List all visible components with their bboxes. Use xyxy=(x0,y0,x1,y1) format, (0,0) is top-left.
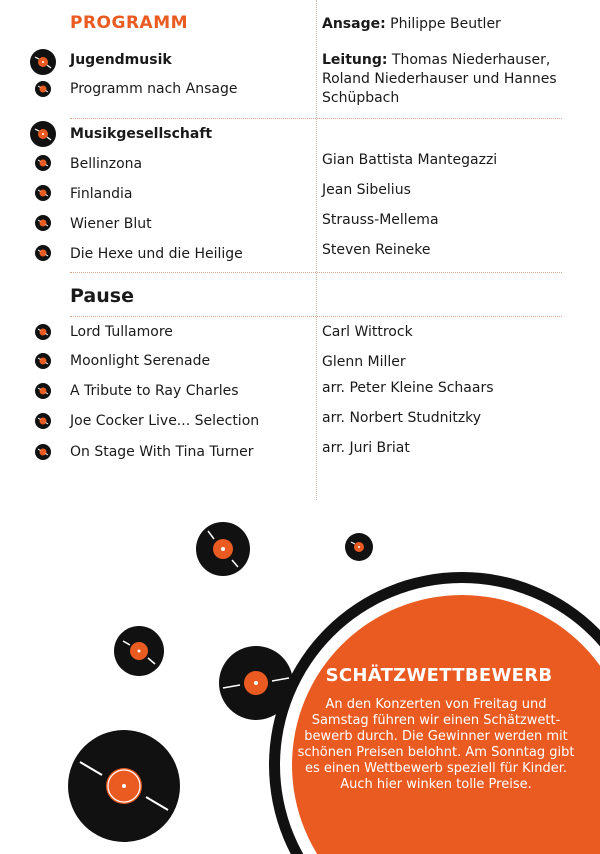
list-item-title: Joe Cocker Live... Selection xyxy=(70,413,260,429)
vinyl-record-icon xyxy=(35,215,51,231)
contest-text-line: es einen Wettbewerb speziell für Kinder. xyxy=(304,761,568,776)
vinyl-record-icon xyxy=(35,353,51,369)
list-item-title: A Tribute to Ray Charles xyxy=(70,383,239,399)
contest-text-line: An den Konzerten von Freitag und xyxy=(325,697,547,712)
list-item-composer: Gian Battista Mantegazzi xyxy=(322,152,498,168)
vinyl-record-icon xyxy=(35,81,51,97)
section-heading-jugendmusik: Jugendmusik xyxy=(70,52,172,68)
vinyl-record-icon xyxy=(30,49,56,75)
vinyl-record-icon xyxy=(30,121,56,147)
vinyl-record-icon xyxy=(35,324,51,340)
list-item-composer: arr. Peter Kleine Schaars xyxy=(322,380,494,396)
vinyl-record-icon xyxy=(35,245,51,261)
list-item-composer: Carl Wittrock xyxy=(322,324,413,340)
vinyl-record-icon xyxy=(35,413,51,429)
list-item-title: Die Hexe und die Heilige xyxy=(70,246,243,262)
column-divider xyxy=(316,0,317,500)
vinyl-record-icon xyxy=(35,444,51,460)
section-divider xyxy=(70,316,562,317)
list-item-title: Lord Tullamore xyxy=(70,324,173,340)
announcement-value: Philippe Beutler xyxy=(390,16,501,32)
program-title: PROGRAMM xyxy=(70,13,189,33)
contest-text-line: bewerb durch. Die Gewinner werden mit xyxy=(304,729,568,744)
announcement xyxy=(322,16,501,32)
leadership xyxy=(322,51,562,108)
section-divider xyxy=(70,272,562,273)
contest-text-line: schönen Preisen belohnt. Am Sonntag gibt xyxy=(297,745,575,760)
vinyl-record-icon xyxy=(35,155,51,171)
list-item-composer: Glenn Miller xyxy=(322,354,406,370)
list-item-composer: Strauss-Mellema xyxy=(322,212,439,228)
list-item-composer: arr. Norbert Studnitzky xyxy=(322,410,482,426)
list-item-title: Programm nach Ansage xyxy=(70,81,238,97)
vinyl-record-icon xyxy=(35,383,51,399)
announcement-label: Ansage: xyxy=(322,16,386,32)
vinyl-record-icon xyxy=(35,185,51,201)
list-item-title: Wiener Blut xyxy=(70,216,152,232)
list-item-composer: Steven Reineke xyxy=(322,242,431,258)
list-item-title: Bellinzona xyxy=(70,156,143,172)
contest-text xyxy=(286,697,586,793)
section-divider xyxy=(70,118,562,119)
leadership-label: Leitung: xyxy=(322,52,388,68)
list-item-title: Finlandia xyxy=(70,186,133,202)
list-item-title: On Stage With Tina Turner xyxy=(70,444,254,460)
contest-text-line: Samstag führen wir einen Schätzwett- xyxy=(311,713,561,728)
list-item-composer: Jean Sibelius xyxy=(322,182,411,198)
list-item-title: Moonlight Serenade xyxy=(70,353,211,369)
contest-title: SCHÄTZWETTBEWERB xyxy=(325,665,553,686)
section-heading-pause: Pause xyxy=(70,285,134,307)
leadership-value: Thomas Niederhauser, Roland Niederhauser und Hannes Schüpbach xyxy=(322,52,557,106)
contest-text-line: Auch hier winken tolle Preise. xyxy=(340,777,532,792)
section-heading-musikgesellschaft: Musikgesellschaft xyxy=(70,126,213,142)
list-item-composer: arr. Juri Briat xyxy=(322,440,410,456)
